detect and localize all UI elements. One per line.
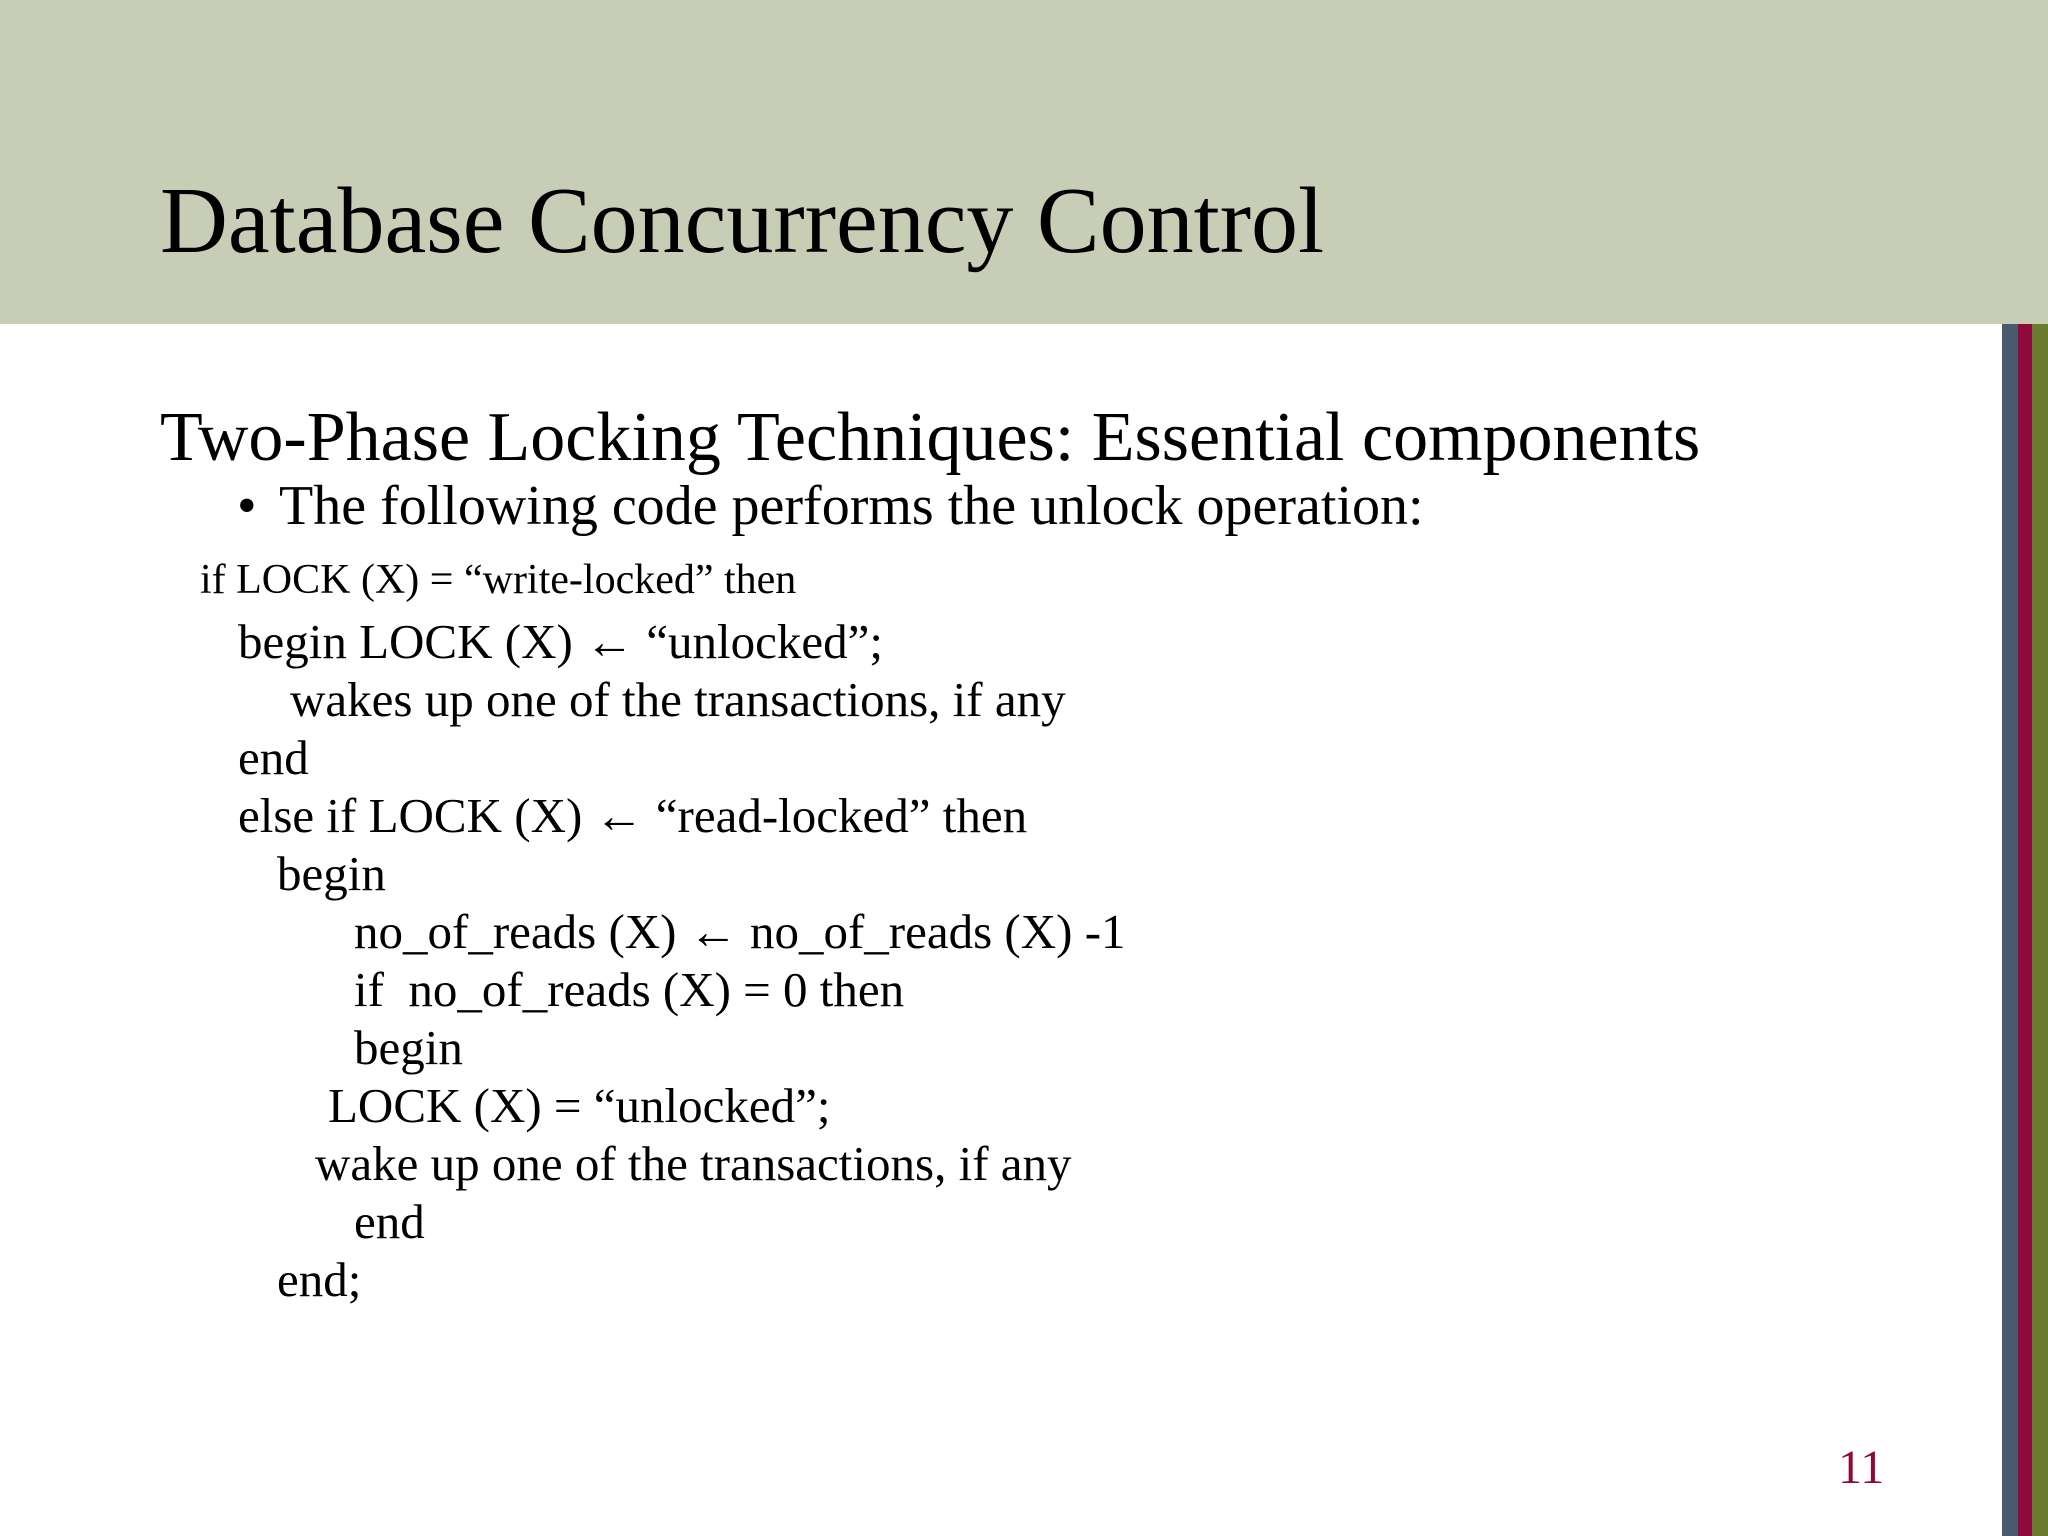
side-stripe-slate (2002, 324, 2018, 1536)
bullet-marker: • (237, 475, 257, 537)
code-line: if no_of_reads (X) = 0 then (354, 962, 905, 1017)
code-line: no_of_reads (X) ← no_of_reads (X) -1 (354, 904, 1126, 959)
bullet-item (237, 474, 1424, 538)
code-line: wakes up one of the transactions, if any (290, 672, 1066, 727)
code-line: wake up one of the transactions, if any (315, 1136, 1072, 1191)
code-line: if LOCK (X) = “write-locked” then (200, 557, 797, 603)
side-stripe-crimson (2018, 324, 2032, 1536)
bullet-text: The following code performs the unlock operation: (279, 475, 1424, 537)
code-line: end (354, 1194, 425, 1249)
code-line: else if LOCK (X) ← “read-locked” then (238, 788, 1028, 843)
slide-title: Database Concurrency Control (160, 169, 1325, 273)
page-number: 11 (1838, 1441, 1885, 1494)
code-line: begin (277, 846, 386, 901)
side-stripe-olive (2032, 324, 2048, 1536)
code-line: end (238, 730, 309, 785)
header-band (0, 0, 2048, 324)
code-line: LOCK (X) = “unlocked”; (328, 1078, 831, 1133)
code-line: begin (354, 1020, 463, 1075)
section-subtitle: Two-Phase Locking Techniques: Essential components (160, 399, 1701, 476)
code-line: end; (277, 1252, 362, 1307)
code-line: begin LOCK (X) ← “unlocked”; (238, 614, 883, 669)
